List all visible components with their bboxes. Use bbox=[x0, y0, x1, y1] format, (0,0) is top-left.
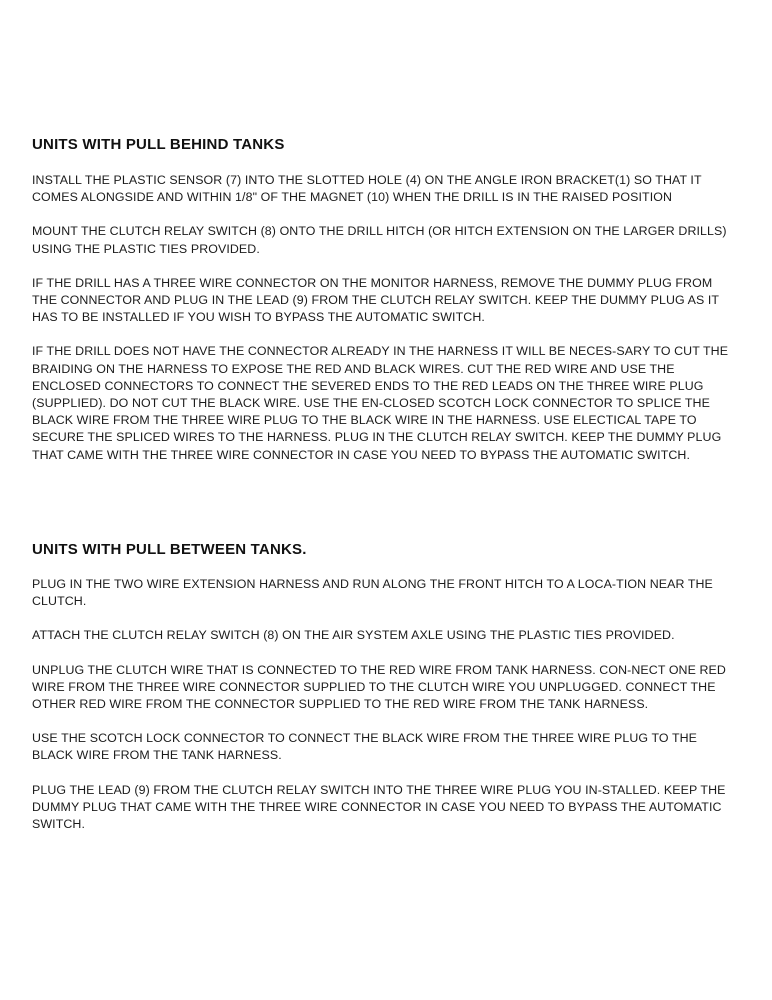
instruction-paragraph: INSTALL THE PLASTIC SENSOR (7) INTO THE SLOTTED HOLE (4) ON THE ANGLE IRON BRACKET(1) SO THAT IT COMES ALONGSIDE AND WITHIN 1/8" OF THE MAGNET (10) WHEN THE DRILL IS IN THE RAISED POSITION bbox=[32, 173, 702, 205]
instruction-paragraph: IF THE DRILL DOES NOT HAVE THE CONNECTOR ALREADY IN THE HARNESS IT WILL BE NECES-SARY TO CUT THE BRAIDING ON THE HARNESS TO EXPOSE THE RED AND BLACK WIRES. CUT THE RED WIRE AND USE THE ENCLOSED CONNECTORS TO CONNECT THE SEVERED ENDS TO THE RED LEADS ON THE THREE WIRE PLUG (SUPPLIED). DO NOT CUT THE BLACK WIRE. USE THE EN-CLOSED SCOTCH LOCK CONNECTOR TO SPLICE THE BLACK WIRE FROM THE THREE WIRE PLUG TO THE BLACK WIRE IN THE HARNESS. USE ELECTICAL TAPE TO SECURE THE SPLICED WIRES TO THE HARNESS. PLUG IN THE CLUTCH RELAY SWITCH. KEEP THE DUMMY PLUG THAT CAME WITH THE THREE WIRE CONNECTOR IN CASE YOU NEED TO BYPASS THE AUTOMATIC SWITCH. bbox=[32, 344, 729, 462]
instruction-paragraph: MOUNT THE CLUTCH RELAY SWITCH (8) ONTO THE DRILL HITCH (OR HITCH EXTENSION ON THE LARGER DRILLS) USING THE PLASTIC TIES PROVIDED. bbox=[32, 224, 727, 256]
section-heading: UNITS WITH PULL BETWEEN TANKS. bbox=[32, 541, 307, 558]
instruction-paragraph: IF THE DRILL HAS A THREE WIRE CONNECTOR ON THE MONITOR HARNESS, REMOVE THE DUMMY PLUG FROM THE CONNECTOR AND PLUG IN THE LEAD (9) FROM THE CLUTCH RELAY SWITCH. KEEP THE DUMMY PLUG AS IT HAS TO BE INSTALLED IF YOU WISH TO BYPASS THE AUTOMATIC SWITCH. bbox=[32, 275, 719, 325]
section-pull-behind-tanks bbox=[32, 135, 740, 481]
instruction-paragraph: ATTACH THE CLUTCH RELAY SWITCH (8) ON THE AIR SYSTEM AXLE USING THE PLASTIC TIES PROVIDED. bbox=[32, 628, 675, 643]
section-pull-between-tanks bbox=[32, 540, 740, 850]
instruction-paragraph: PLUG THE LEAD (9) FROM THE CLUTCH RELAY SWITCH INTO THE THREE WIRE PLUG YOU IN-STALLED. KEEP THE DUMMY PLUG THAT CAME WITH THE THREE WIRE CONNECTOR IN CASE YOU NEED TO BYPASS THE AUTOMATIC SWITCH. bbox=[32, 782, 726, 832]
instruction-paragraph: PLUG IN THE TWO WIRE EXTENSION HARNESS AND RUN ALONG THE FRONT HITCH TO A LOCA-TION NEAR THE CLUTCH. bbox=[32, 577, 713, 609]
section-heading: UNITS WITH PULL BEHIND TANKS bbox=[32, 136, 285, 153]
instruction-paragraph: USE THE SCOTCH LOCK CONNECTOR TO CONNECT THE BLACK WIRE FROM THE THREE WIRE PLUG TO THE BLACK WIRE FROM THE TANK HARNESS. bbox=[32, 731, 698, 763]
instruction-paragraph: UNPLUG THE CLUTCH WIRE THAT IS CONNECTED TO THE RED WIRE FROM TANK HARNESS. CON-NECT ONE RED WIRE FROM THE THREE WIRE CONNECTOR SUPPLIED TO THE CLUTCH WIRE YOU UNPLUGGED. CONNECT THE OTHER RED WIRE FROM THE CONNECTOR SUPPLIED TO THE RED WIRE FROM THE TANK HARNESS. bbox=[32, 662, 726, 712]
